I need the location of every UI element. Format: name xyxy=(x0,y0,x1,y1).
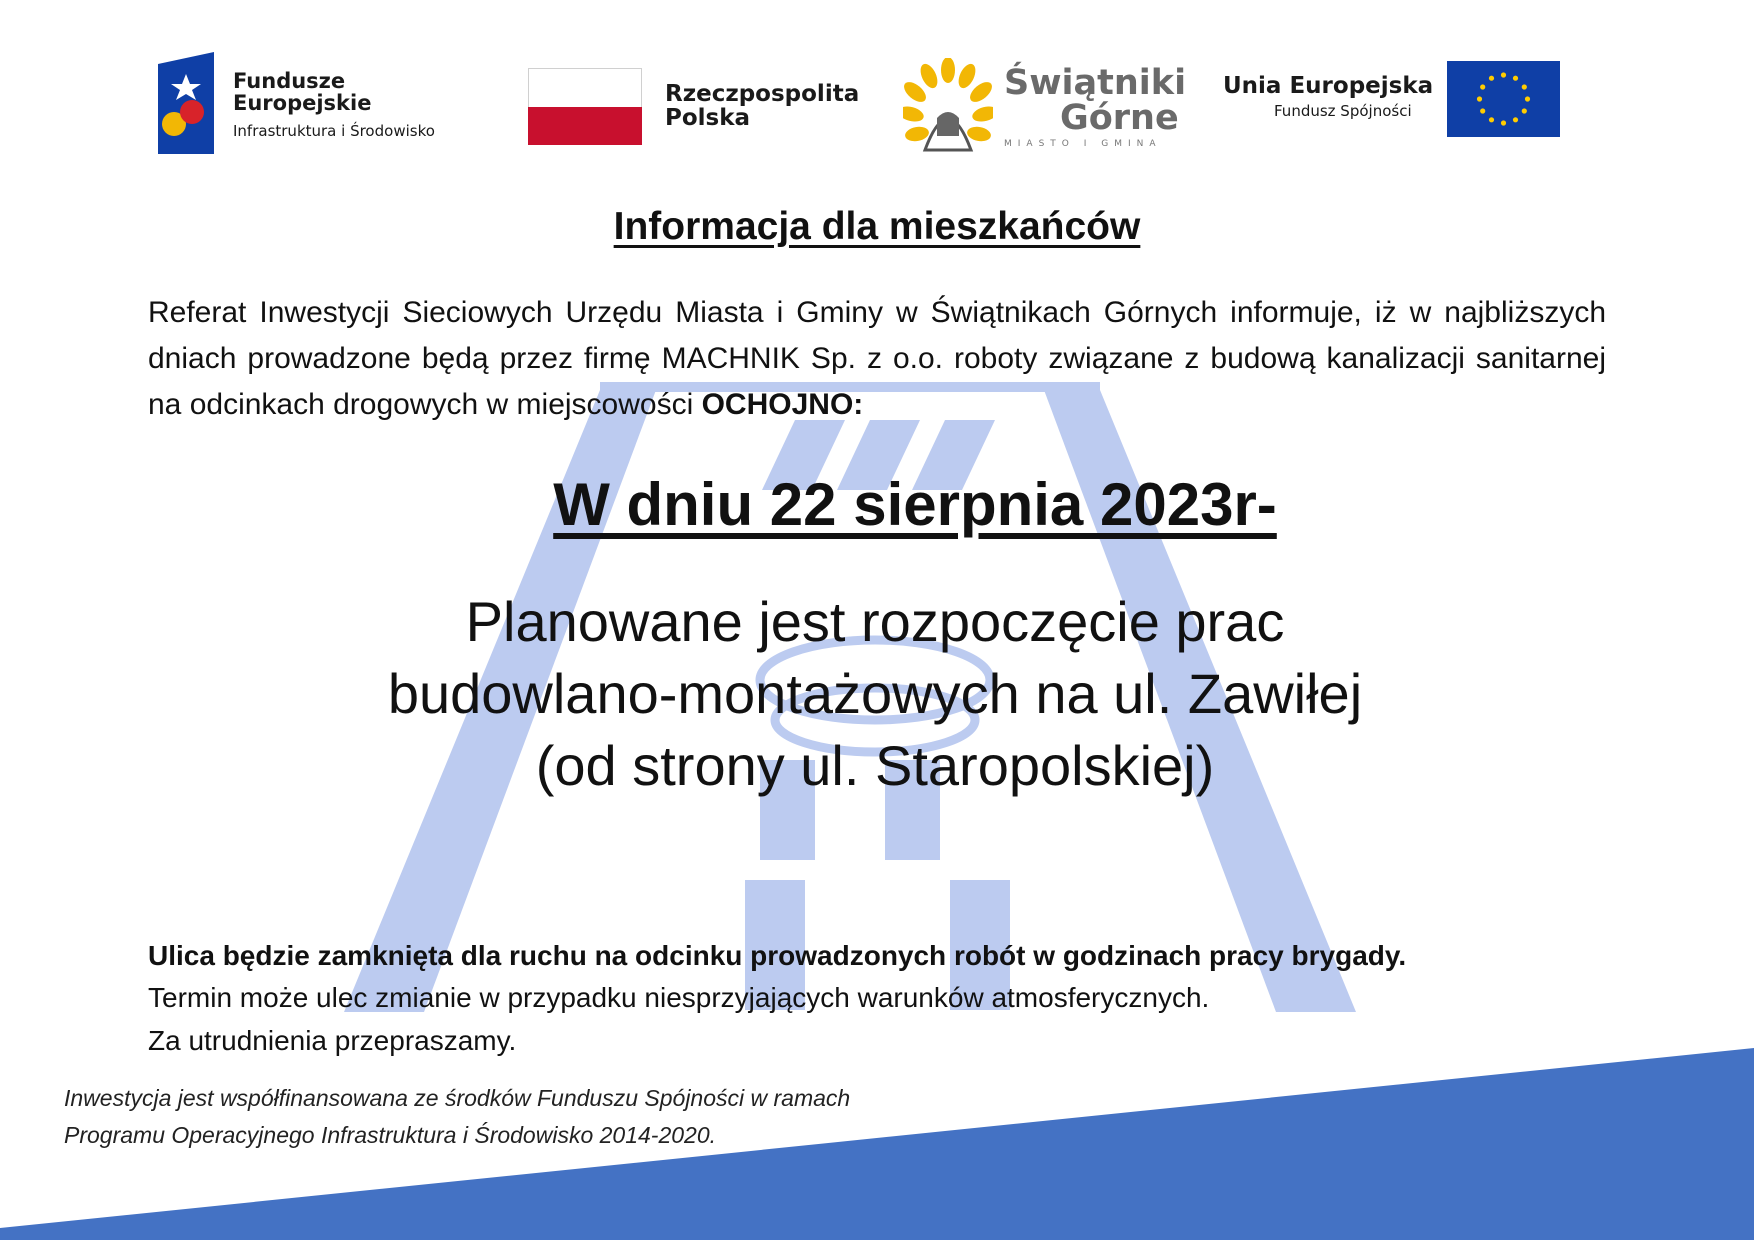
swiatniki-subtitle: MIASTO I GMINA xyxy=(1004,139,1162,149)
eu-star-icon xyxy=(1477,96,1482,101)
polish-flag-icon xyxy=(528,68,642,144)
polska-line1: Rzeczpospolita xyxy=(665,81,860,107)
road-closure-notice: Ulica będzie zamknięta dla ruchu na odcinku prowadzonych robót w godzinach pracy brygady. xyxy=(148,940,1407,971)
intro-place: OCHOJNO: xyxy=(701,388,864,421)
eu-star-icon xyxy=(1513,117,1518,122)
eu-flag-icon xyxy=(1447,61,1560,137)
eu-star-icon xyxy=(1480,84,1485,89)
eu-star-icon xyxy=(1522,84,1527,89)
fundusze-europejskie-name xyxy=(233,70,371,114)
swiatniki-line1: Świątniki xyxy=(1004,63,1187,103)
fundusze-subtitle: Infrastruktura i Środowisko xyxy=(233,122,435,140)
main-line2: budowlano-montażowych na ul. Zawiłej xyxy=(387,662,1363,725)
eu-star-icon xyxy=(1501,120,1506,125)
unia-europejska-name: Unia Europejska xyxy=(1223,73,1434,99)
eu-star-icon xyxy=(1489,117,1494,122)
eu-star-icon xyxy=(1480,108,1485,113)
term-notice: Termin może ulec zmianie w przypadku niesprzyjających warunków atmosferycznych. xyxy=(148,982,1210,1013)
eu-star-icon xyxy=(1522,108,1527,113)
main-line1: Planowane jest rozpoczęcie prac xyxy=(465,590,1285,653)
apology-text: Za utrudnienia przepraszamy. xyxy=(148,1025,517,1056)
swiatniki-line2: Górne xyxy=(1060,98,1179,138)
rzeczpospolita-polska-name xyxy=(665,82,859,130)
fundusze-line1: Fundusze xyxy=(233,69,346,93)
eu-star-icon xyxy=(1501,72,1506,77)
swiatniki-gorne-emblem-icon xyxy=(903,58,993,154)
swiatniki-gorne-name xyxy=(1004,63,1187,138)
intro-paragraph xyxy=(148,290,1606,428)
funding-line2: Programu Operacyjnego Infrastruktura i Środowisko 2014-2020. xyxy=(64,1122,717,1148)
fundusze-europejskie-emblem-icon xyxy=(158,52,214,154)
main-line3: (od strony ul. Staropolskiej) xyxy=(535,734,1215,797)
date-line: W dniu 22 sierpnia 2023r- xyxy=(553,471,1277,538)
main-announcement xyxy=(200,586,1550,802)
page-heading: Informacja dla mieszkańców xyxy=(613,205,1141,248)
eu-star-icon xyxy=(1489,76,1494,81)
fundusze-line2: Europejskie xyxy=(233,91,372,116)
polska-line2: Polska xyxy=(665,105,751,132)
funding-notice xyxy=(64,1080,964,1154)
eu-star-icon xyxy=(1525,96,1530,101)
eu-star-icon xyxy=(1513,76,1518,81)
intro-text: Referat Inwestycji Sieciowych Urzędu Miasta i Gminy w Świątnikach Górnych informuje, iż w najbliższych dniach prowadzone będą przez firmę MACHNIK Sp. z o.o. roboty związane z budową kanalizacji sanitarnej na odcinkach drogowych w miejscowości xyxy=(148,296,1606,421)
funding-line1: Inwestycja jest współfinansowana ze środków Funduszu Spójności w ramach xyxy=(64,1085,851,1111)
unia-europejska-subtitle: Fundusz Spójności xyxy=(1274,102,1412,120)
